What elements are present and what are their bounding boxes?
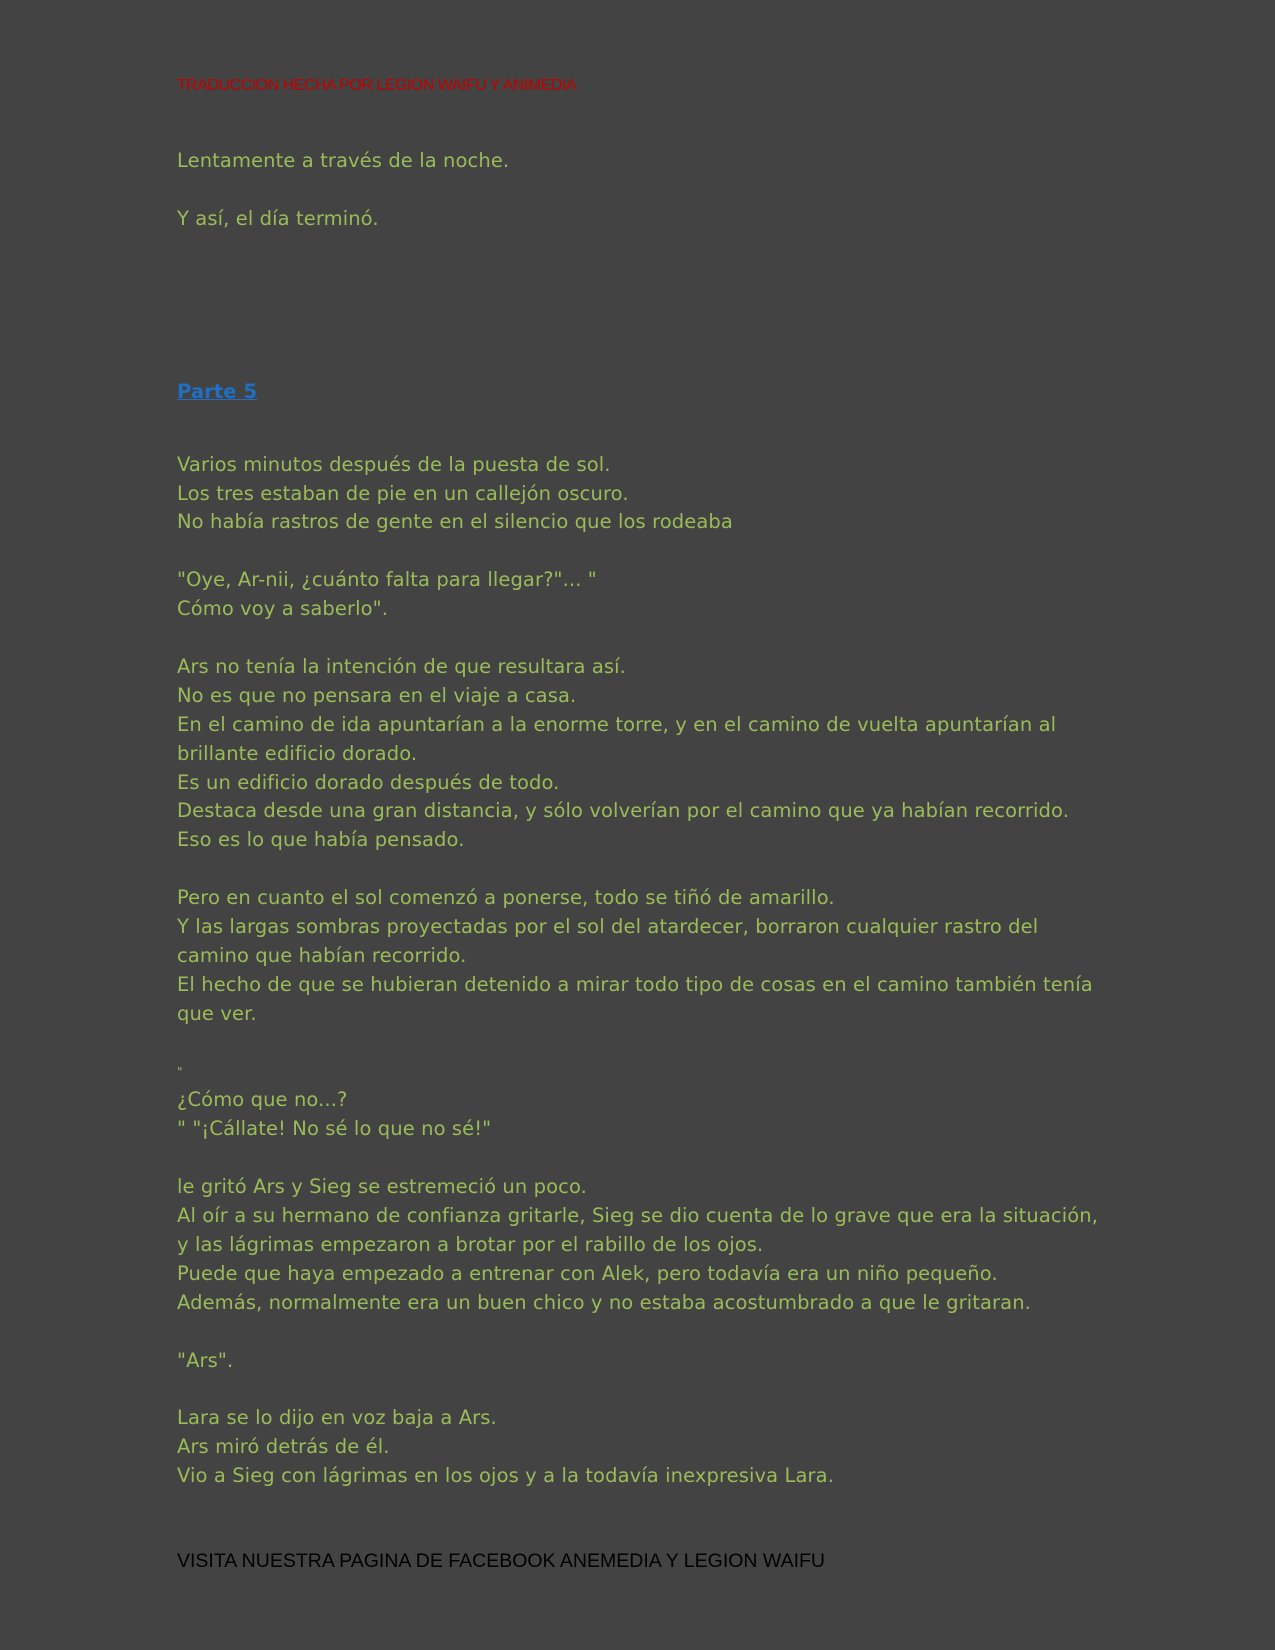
text-line: "Oye, Ar-nii, ¿cuánto falta para llegar?"... " [177,568,597,592]
text-line: Ars miró detrás de él. [177,1435,390,1459]
facebook-footer: VISITA NUESTRA PAGINA DE FACEBOOK ANEMEDIA Y LEGION WAIFU [177,1550,826,1572]
text-line: Varios minutos después de la puesta de sol. [177,452,611,476]
text-line: Los tres estaban de pie en un callejón oscuro. [177,481,629,505]
text-line: Cómo voy a saberlo". [177,597,389,621]
quote-mark: " [177,1064,183,1079]
text-line: ¿Cómo que no...? [177,1088,348,1112]
document-body [177,147,1107,1491]
text-line: No había rastros de gente en el silencio que los rodeaba [177,510,733,534]
text-line: "Ars". [177,1348,234,1372]
section-heading: Parte 5 [177,379,258,403]
text-line: Destaca desde una gran distancia, y sólo volverían por el camino que ya habían recorrido. [177,799,1069,823]
text-line: Ars no tenía la intención de que resultara así. [177,654,626,678]
text-line: Vio a Sieg con lágrimas en los ojos y a la todavía inexpresiva Lara. [177,1464,835,1488]
text-line: Y así, el día terminó. [177,206,379,230]
text-line: En el camino de ida apuntarían a la enorme torre, y en el camino de vuelta apuntarían al brillante edificio dorado. [177,712,1057,765]
translation-credit-header: TRADUCCION HECHA POR LEGION WAIFU Y ANIMEDIA [177,77,577,94]
text-line: El hecho de que se hubieran detenido a mirar todo tipo de cosas en el camino también tenía que ver. [177,972,1093,1025]
text-line: le gritó Ars y Sieg se estremeció un poco. [177,1175,587,1199]
text-line: Al oír a su hermano de confianza gritarle, Sieg se dio cuenta de lo grave que era la situación, y las lágrimas empezaron a brotar por el rabillo de los ojos. [177,1204,1099,1256]
text-line: Lentamente a través de la noche. [177,149,510,172]
text-line: Además, normalmente era un buen chico y no estaba acostumbrado a que le gritaran. [177,1290,1031,1314]
text-line: Y las largas sombras proyectadas por el sol del atardecer, borraron cualquier rastro del camino que habían recorrido. [177,915,1039,967]
text-line: Puede que haya empezado a entrenar con Alek, pero todavía era un niño pequeño. [177,1261,998,1285]
text-line: " "¡Cállate! No sé lo que no sé!" [177,1117,492,1141]
text-line: Pero en cuanto el sol comenzó a ponerse, todo se tiñó de amarillo. [177,886,835,910]
text-line: Es un edificio dorado después de todo. [177,770,560,794]
text-line: No es que no pensara en el viaje a casa. [177,683,577,707]
text-line: Eso es lo que había pensado. [177,828,465,852]
text-line: Lara se lo dijo en voz baja a Ars. [177,1406,497,1430]
